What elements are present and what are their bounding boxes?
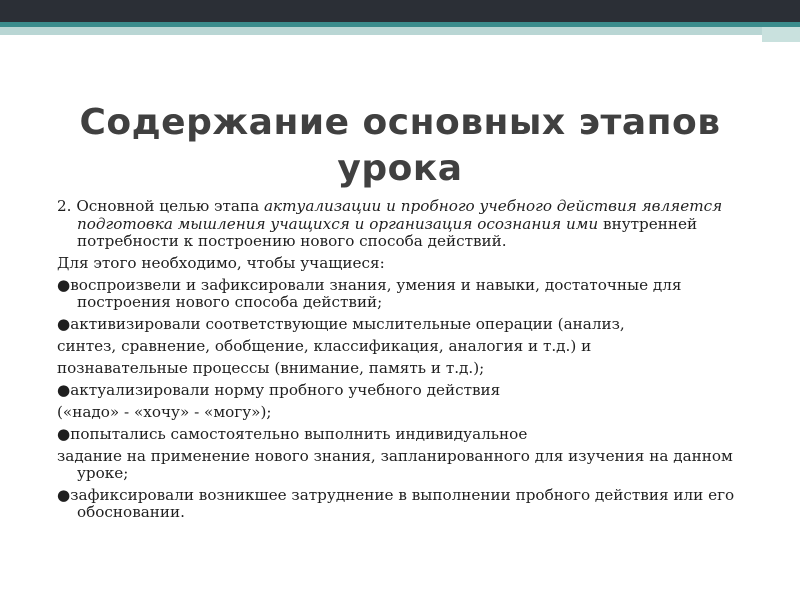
body-line: синтез, сравнение, обобщение, классификация, аналогия и т.д.) и bbox=[57, 337, 592, 356]
body-line: Для этого необходимо, чтобы учащиеся: bbox=[57, 253, 385, 272]
title-line-2: урока bbox=[337, 148, 463, 189]
body-line: («надо» - «хочу» - «могу»); bbox=[57, 402, 272, 421]
top-accent-light-stripe bbox=[0, 27, 800, 35]
slide-title bbox=[40, 100, 760, 192]
bullet-item: ●попытались самостоятельно выполнить индивидуальное bbox=[57, 424, 528, 443]
body-line: задание на применение нового знания, запланированного для изучения на данном уроке; bbox=[57, 446, 733, 483]
bullet-item: ●воспроизвели и зафиксировали знания, умения и навыки, достаточные для построения нового способа действий; bbox=[57, 275, 682, 312]
intro-text-end: внутренней потребности к построению нового способа действий. bbox=[77, 214, 698, 250]
bullet-item: ●зафиксировали возникшее затруднение в выполнении пробного действия или его обосновании. bbox=[57, 485, 735, 522]
intro-text-start: 2. Основной целью этапа bbox=[57, 197, 264, 215]
body-line: познавательные процессы (внимание, память и т.д.); bbox=[57, 358, 485, 377]
top-decorative-band bbox=[0, 0, 800, 22]
intro-italic-text: актуализации и пробного учебного действия является подготовка мышления учащихся и организация осознания ими bbox=[77, 197, 723, 233]
slide-body bbox=[57, 198, 757, 526]
bullet-item: ●актуализировали норму пробного учебного действия bbox=[57, 380, 501, 399]
title-line-1: Содержание основных этапов bbox=[79, 102, 721, 143]
right-corner-ornament bbox=[762, 22, 800, 42]
intro-paragraph bbox=[57, 198, 757, 251]
bullet-item: ●активизировали соответствующие мыслительные операции (анализ, bbox=[57, 315, 625, 334]
